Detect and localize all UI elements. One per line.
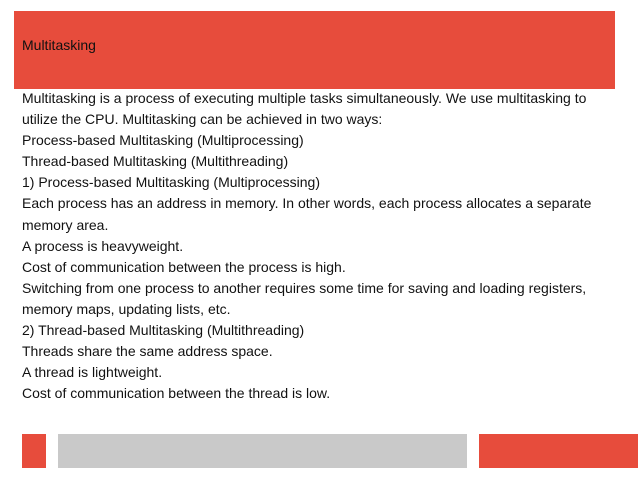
body-line: A thread is lightweight. xyxy=(22,364,163,381)
body-line: Each process has an address in memory. In other words, each process allocates a separate xyxy=(22,195,592,212)
slide-body xyxy=(22,88,622,404)
body-line: A process is heavyweight. xyxy=(22,237,184,254)
slide-title: Multitasking xyxy=(22,37,96,53)
body-line: Process-based Multitasking (Multiprocessing) xyxy=(22,132,304,149)
body-line: utilize the CPU. Multitasking can be achieved in two ways: xyxy=(22,111,383,128)
body-line: 1) Process-based Multitasking (Multiprocessing) xyxy=(22,174,320,191)
body-line: Threads share the same address space. xyxy=(22,343,273,360)
title-banner xyxy=(14,11,615,89)
footer-accent-left xyxy=(22,434,46,468)
body-line: 2) Thread-based Multitasking (Multithreading) xyxy=(22,322,305,339)
body-line: memory area. xyxy=(22,216,109,233)
footer-accent-right xyxy=(479,434,638,468)
body-line: memory maps, updating lists, etc. xyxy=(22,300,231,317)
body-line: Cost of communication between the thread is low. xyxy=(22,385,331,402)
body-line: Thread-based Multitasking (Multithreading) xyxy=(22,153,289,170)
body-line: Multitasking is a process of executing multiple tasks simultaneously. We use multitasking to xyxy=(22,90,587,106)
footer-bar xyxy=(58,434,467,468)
body-line: Switching from one process to another requires some time for saving and loading registers, xyxy=(22,279,587,296)
body-line: Cost of communication between the process is high. xyxy=(22,258,346,275)
